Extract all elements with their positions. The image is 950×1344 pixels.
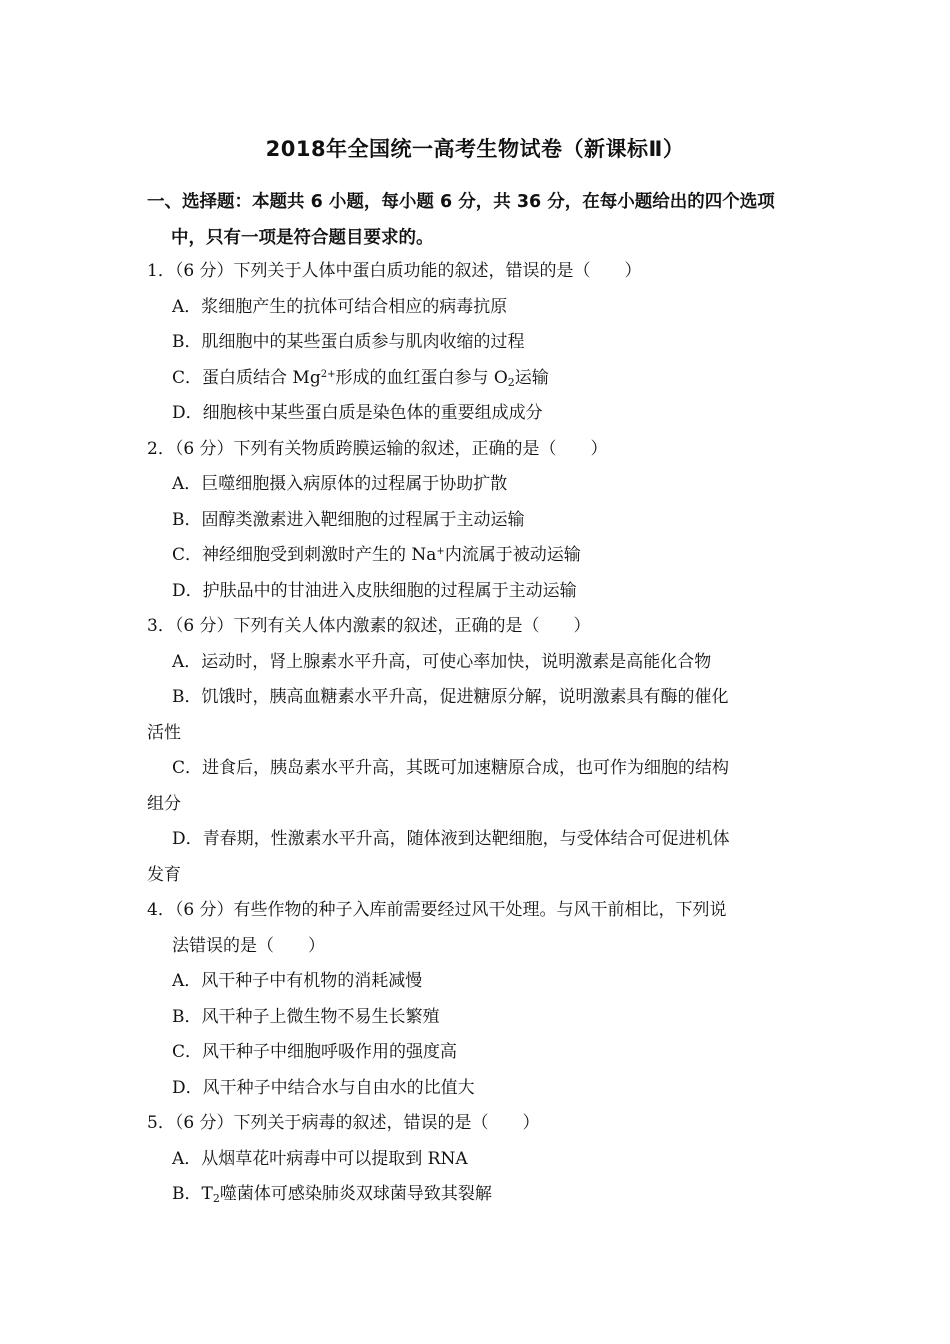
section-heading-line1: 一、选择题：本题共 6 小题，每小题 6 分，共 36 分，在每小题给出的四个选项 — [147, 192, 775, 212]
question-1-option-a: A．浆细胞产生的抗体可结合相应的病毒抗原 — [172, 296, 508, 317]
subscript: 2 — [507, 375, 515, 389]
question-3-option-c-cont: 组分 — [147, 793, 181, 814]
question-1-option-d: D．细胞核中某些蛋白质是染色体的重要组成成分 — [172, 403, 543, 423]
section-heading — [147, 184, 827, 256]
question-2-stem: 2．（6 分）下列有关物质跨膜运输的叙述，正确的是（ ） — [147, 438, 608, 459]
question-3-option-c: C．进食后，胰岛素水平升高，其既可加速糖原合成，也可作为细胞的结构 — [172, 758, 730, 778]
option-text: 运输 — [514, 367, 549, 388]
questions — [147, 254, 817, 1213]
question-4-option-d: D．风干种子中结合水与自由水的比值大 — [172, 1077, 475, 1098]
question-5-stem: 5．（6 分）下列关于病毒的叙述，错误的是（ ） — [147, 1113, 540, 1133]
question-2-option-c — [147, 538, 817, 574]
question-2-option-b: B．固醇类激素进入靶细胞的过程属于主动运输 — [172, 509, 525, 530]
question-3-option-a: A．运动时，肾上腺素水平升高，可使心率加快，说明激素是高能化合物 — [172, 651, 712, 672]
question-4-stem-cont: 法错误的是（ ） — [172, 935, 325, 956]
page-title: 2018年全国统一高考生物试卷（新课标Ⅱ） — [265, 137, 685, 161]
question-3-option-d-cont: 发育 — [147, 864, 181, 885]
question-5-option-b — [147, 1177, 817, 1213]
question-3-option-b: B．饥饿时，胰高血糖素水平升高，促进糖原分解，说明激素具有酶的催化 — [172, 687, 729, 707]
question-4-option-c: C．风干种子中细胞呼吸作用的强度高 — [172, 1042, 458, 1062]
question-3-option-b-cont: 活性 — [147, 722, 181, 743]
superscript: + — [436, 546, 445, 557]
question-3-option-d: D．青春期，性激素水平升高，随体液到达靶细胞，与受体结合可促进机体 — [172, 829, 730, 849]
question-4-option-b: B．风干种子上微生物不易生长繁殖 — [172, 1006, 440, 1027]
question-1-stem: 1．（6 分）下列关于人体中蛋白质功能的叙述，错误的是（ ） — [147, 261, 642, 281]
question-5-option-a: A．从烟草花叶病毒中可以提取到 RNA — [172, 1148, 468, 1169]
question-1-option-b: B．肌细胞中的某些蛋白质参与肌肉收缩的过程 — [172, 332, 525, 352]
question-2-option-a: A．巨噬细胞摄入病原体的过程属于协助扩散 — [172, 474, 508, 494]
question-3-stem: 3．（6 分）下列有关人体内激素的叙述，正确的是（ ） — [147, 616, 591, 636]
question-4-option-a: A．风干种子中有机物的消耗减慢 — [172, 971, 423, 991]
option-text: B．T — [172, 1184, 213, 1204]
question-1-option-c — [147, 361, 817, 397]
option-text: C．蛋白质结合 Mg — [172, 367, 321, 388]
option-text: 噬菌体可感染肺炎双球菌导致其裂解 — [219, 1184, 492, 1204]
option-text: C．神经细胞受到刺激时产生的 Na — [172, 545, 437, 565]
question-2-option-d: D．护肤品中的甘油进入皮肤细胞的过程属于主动运输 — [172, 580, 577, 601]
section-heading-line2: 中，只有一项是符合题目要求的。 — [171, 228, 434, 248]
option-text: 形成的血红蛋白参与 O — [335, 367, 508, 388]
subscript: 2 — [212, 1192, 220, 1205]
superscript: 2+ — [320, 368, 336, 380]
question-4-stem: 4．（6 分）有些作物的种子入库前需要经过风干处理。与风干前相比，下列说 — [147, 900, 727, 920]
option-text: 内流属于被动运输 — [444, 545, 581, 565]
